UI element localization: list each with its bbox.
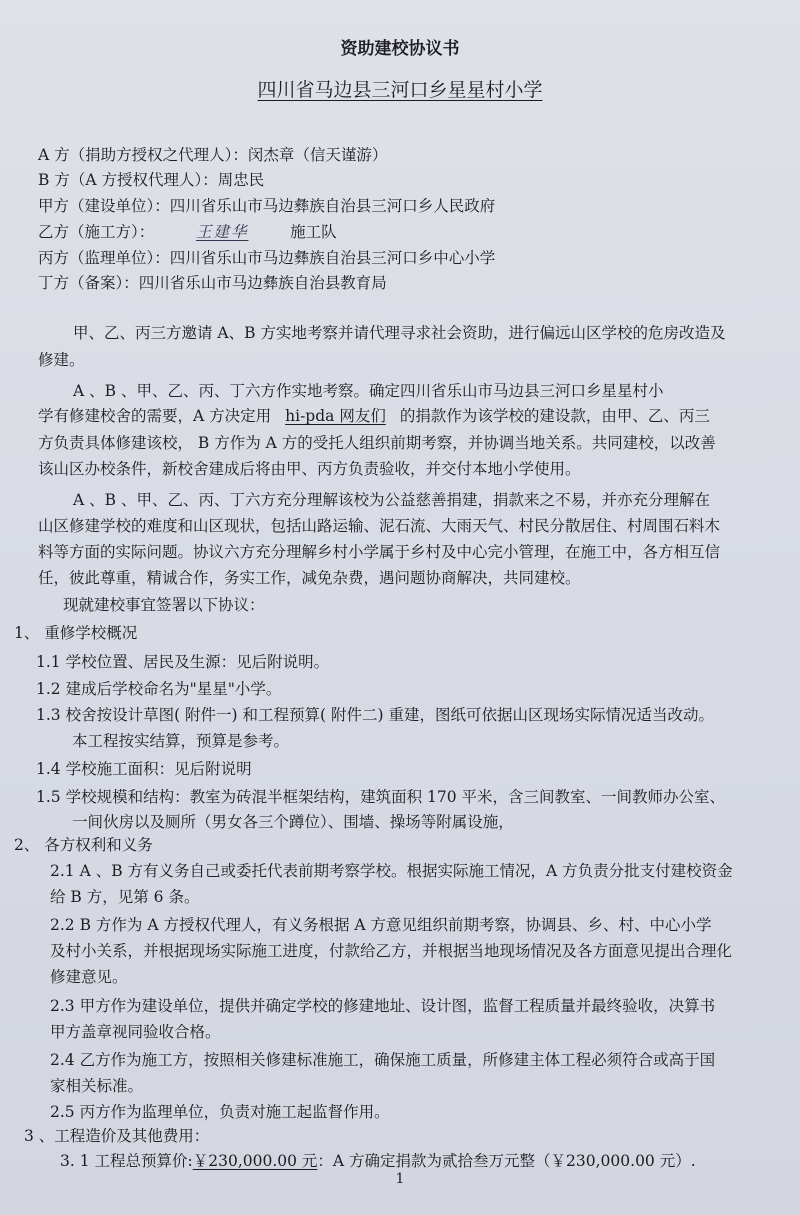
budget-note: ：A 方确定捐款为贰拾叁万元整（￥230,000.00 元）.: [317, 1152, 696, 1170]
party-jia: 甲方（建设单位）：四川省乐山市马边彝族自治县三河口乡人民政府: [38, 197, 496, 215]
clause: 2.1 A 、B 方有义务自己或委托代表前期考察学校。根据实际施工情况，A 方负责分批支付建校资金: [50, 862, 733, 880]
document-title: 资助建校协议书: [340, 39, 460, 59]
paragraph-line: 任，彼此尊重，精诚合作，务实工作，减免杂费，遇问题协商解决，共同建校。: [38, 569, 581, 587]
clause: 家相关标准。: [50, 1077, 144, 1095]
paragraph-line: 现就建校事宜签署以下协议：: [63, 596, 265, 614]
clause: 及村小关系，并根据现场实际施工进度，付款给乙方，并根据当地现场情况及各方面意见提出合理化: [50, 942, 733, 960]
donor-name: hi-pda 网友们: [285, 407, 386, 425]
clause: 修建意见。: [50, 968, 128, 986]
paragraph-line: 方负责具体修建该校， B 方作为 A 方的受托人组织前期考察，并协调当地关系。共同建校，以改善: [38, 434, 716, 452]
clause: 1.3 校舍按设计草图( 附件一) 和工程预算( 附件二) 重建，图纸可依据山区现场实际情况适当改动。: [36, 706, 714, 724]
paragraph-line: [38, 405, 710, 427]
paragraph-line: 该山区办校条件，新校舍建成后将由甲、丙方负责验收，并交付本地小学使用。: [38, 460, 581, 478]
party-yi: [38, 221, 337, 243]
clause: 本工程按实结算，预算是参考。: [72, 732, 290, 750]
school-name: 四川省马边县三河口乡星星村小学: [257, 79, 543, 101]
clause: 2.2 B 方作为 A 方授权代理人，有义务根据 A 方意见组织前期考察，协调县、乡、村、中心小学: [50, 916, 712, 934]
party-ding: 丁方（备案）：四川省乐山市马边彝族自治县教育局: [38, 274, 387, 292]
clause: 2.5 丙方作为监理单位，负责对施工起监督作用。: [50, 1103, 390, 1121]
clause: 1.4 学校施工面积：见后附说明: [36, 760, 252, 778]
paragraph-line: A 、B 、甲、乙、丙、丁六方作实地考察。确定四川省乐山市马边县三河口乡星星村小: [73, 382, 664, 400]
clause: 甲方盖章视同验收合格。: [50, 1023, 221, 1041]
document-subtitle: [0, 79, 800, 101]
handwritten-contractor: 王建华: [195, 223, 249, 241]
clause: 2.4 乙方作为施工方，按照相关修建标准施工，确保施工质量，所修建主体工程必须符合或高于国: [50, 1051, 716, 1069]
paragraph-line: 甲、乙、丙三方邀请 A、B 方实地考察并请代理寻求社会资助，进行偏远山区学校的危房改造及: [73, 324, 726, 342]
section-heading: 1、 重修学校概况: [14, 624, 138, 642]
page-number: 1: [395, 1171, 405, 1187]
clause: 2.3 甲方作为建设单位，提供并确定学校的修建地址、设计图，监督工程质量并最终验收，决算书: [50, 997, 716, 1015]
section-heading: 2、 各方权利和义务: [14, 836, 153, 854]
paragraph-line: 料等方面的实际问题。协议六方充分理解乡村小学属于乡村及中心完小管理，在施工中，各方相互信: [38, 543, 721, 561]
budget-amount: ￥230,000.00 元: [192, 1152, 318, 1170]
paragraph-fragment: 学有修建校舍的需要，A 方决定用: [38, 407, 272, 425]
party-a: A 方（捐助方授权之代理人）：闵杰章（信天谨游）: [38, 146, 388, 164]
clause: 1.2 建成后学校命名为"星星"小学。: [36, 680, 282, 698]
paragraph-line: A 、B 、甲、乙、丙、丁六方充分理解该校为公益慈善捐建，捐款来之不易，并亦充分理解在: [73, 491, 710, 509]
clause: 一间伙房以及厕所（男女各三个蹲位）、围墙、操场等附属设施，: [72, 813, 514, 831]
party-b: B 方（A 方授权代理人）：周忠民: [38, 171, 265, 189]
paragraph-line: 修建。: [38, 351, 85, 369]
clause: 1.5 学校规模和结构：教室为砖混半框架结构，建筑面积 170 平米，含三间教室、一间教师办公室、: [36, 788, 726, 806]
paragraph-line: 山区修建学校的难度和山区现状，包括山路运输、泥石流、大雨天气、村民分散居住、村周围石料木: [38, 517, 721, 535]
party-yi-suffix: 施工队: [290, 223, 337, 241]
clause: 给 B 方，见第 6 条。: [50, 888, 200, 906]
paragraph-fragment: 的捐款作为该学校的建设款，由甲、乙、丙三: [399, 407, 710, 425]
section-heading: 3 、工程造价及其他费用：: [24, 1127, 210, 1145]
clause: 1.1 学校位置、居民及生源：见后附说明。: [36, 653, 330, 671]
party-yi-prefix: 乙方（施工方）：: [38, 223, 155, 241]
party-bing: 丙方（监理单位）：四川省乐山市马边彝族自治县三河口乡中心小学: [38, 249, 496, 267]
budget-label: 3. 1 工程总预算价:: [60, 1152, 193, 1170]
